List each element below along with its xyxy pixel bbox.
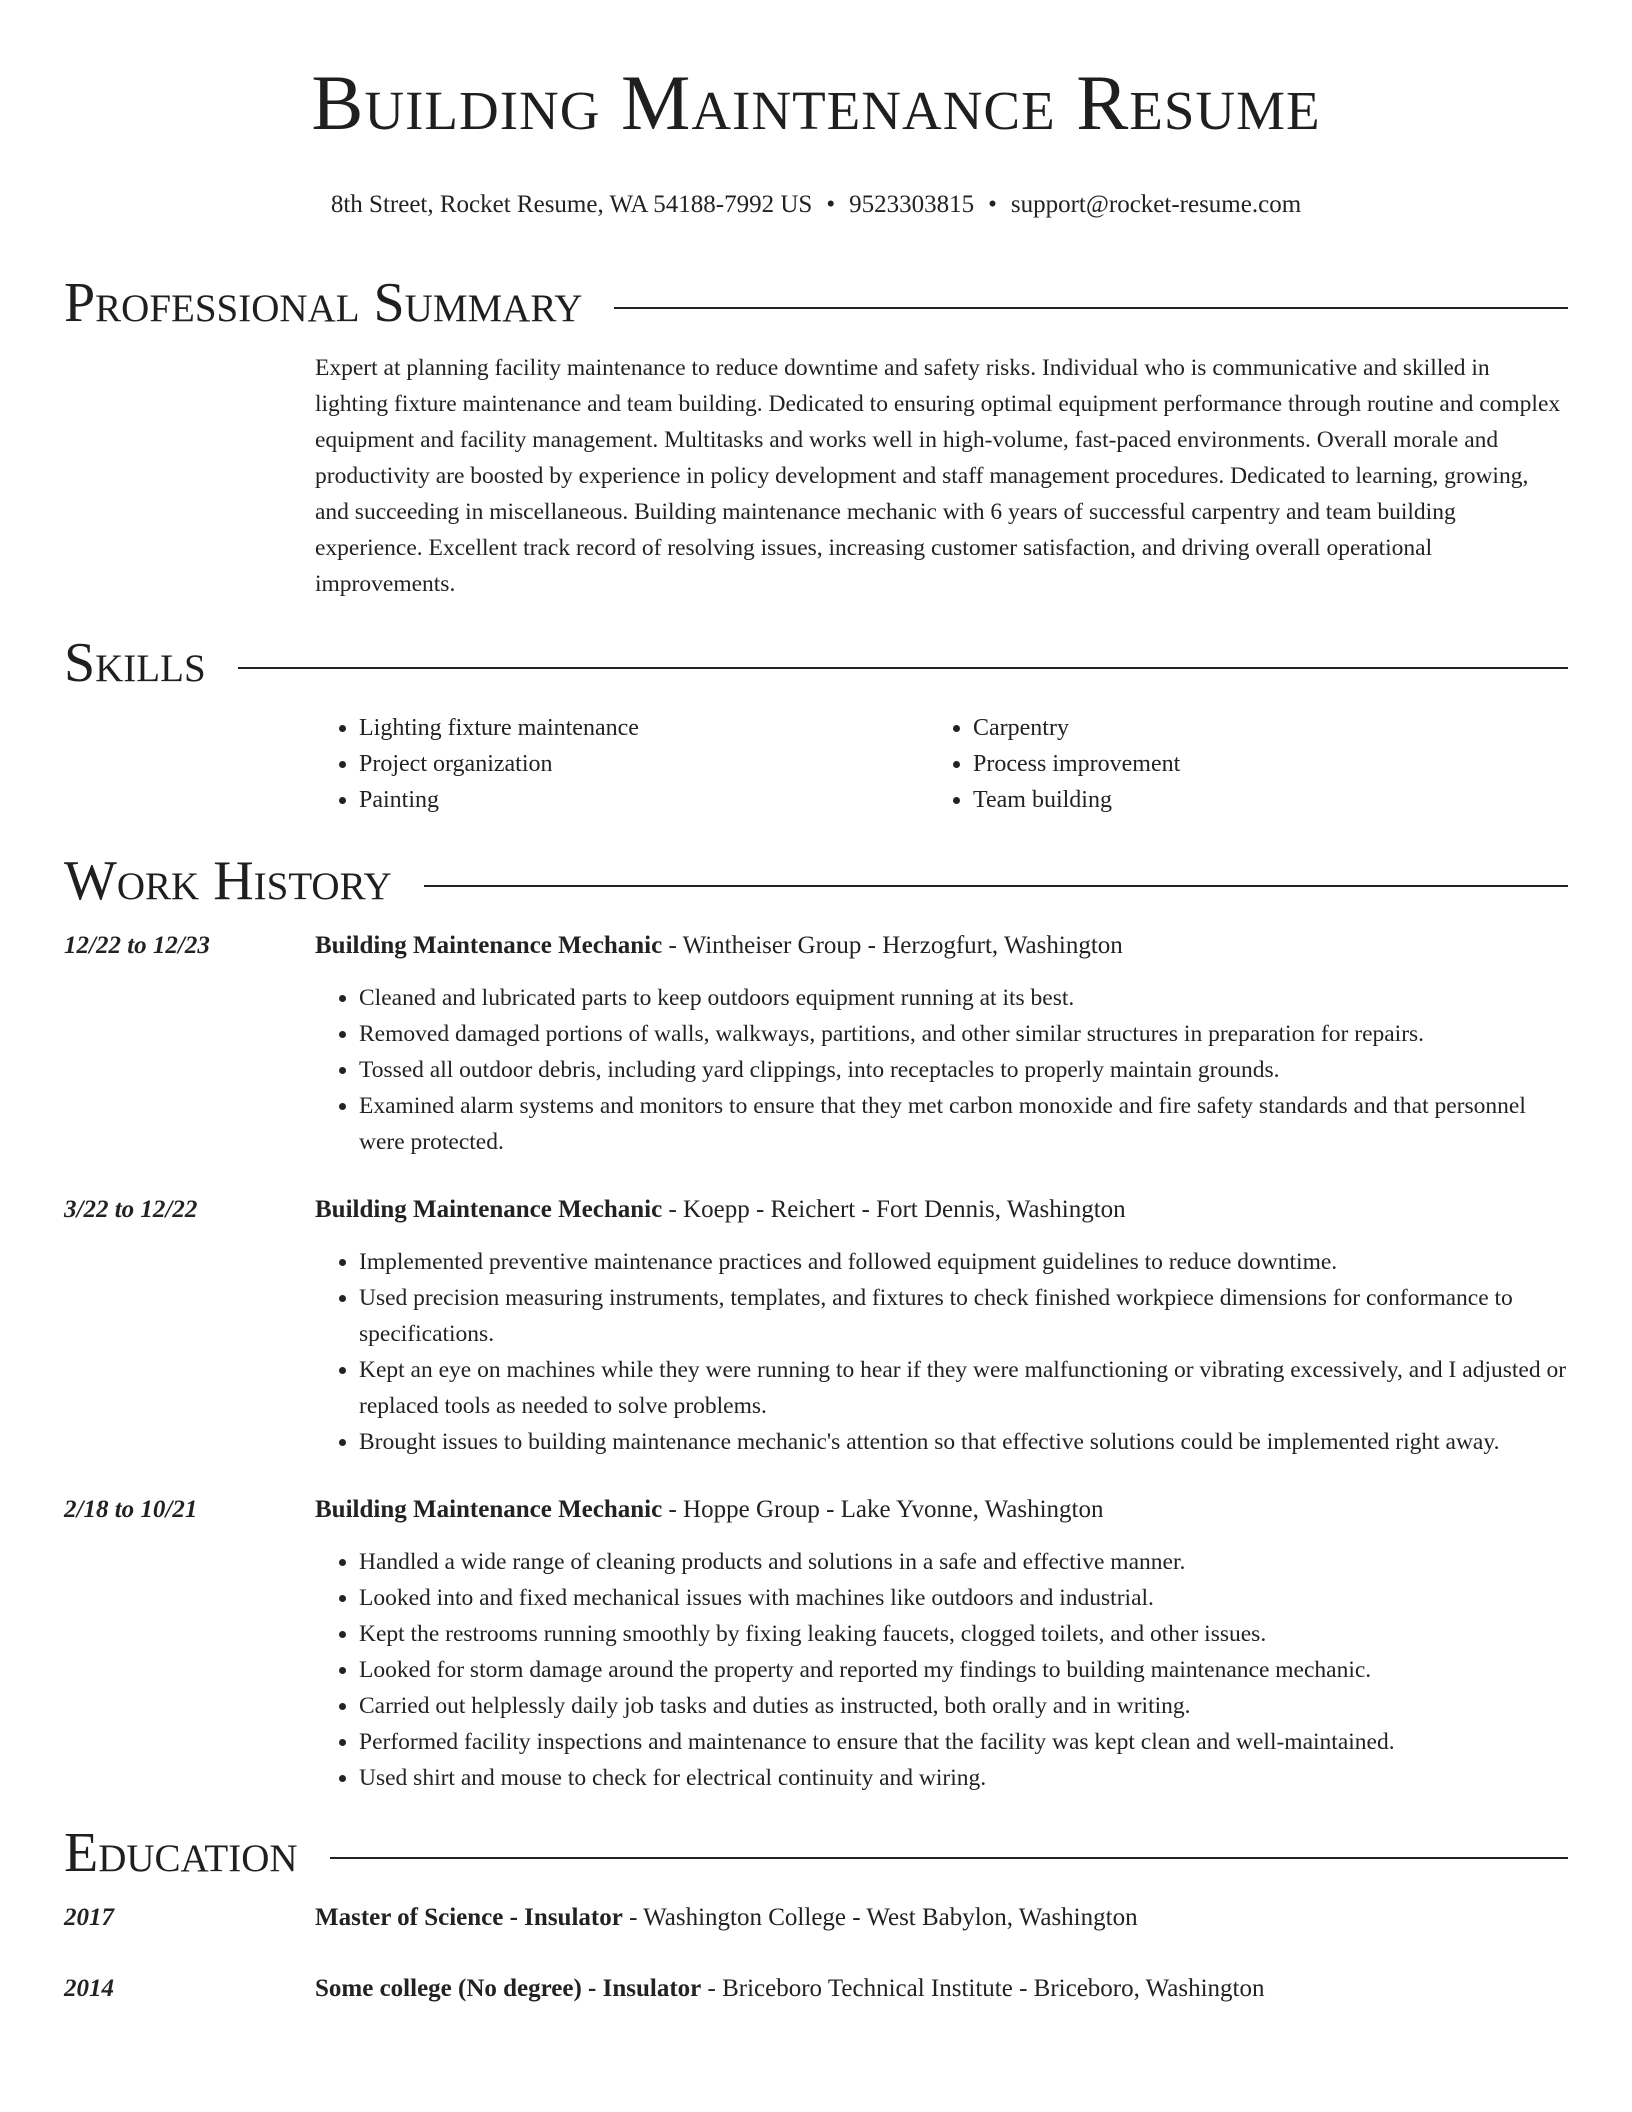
job-bullet: • Tossed all outdoor debris, including yard clippings, into receptacles to properly maintain grounds. xyxy=(359,1052,1568,1088)
education-entry xyxy=(64,1971,1568,2007)
job-bullet: • Carried out helplessly daily job tasks and duties as instructed, both orally and in writing. xyxy=(359,1688,1568,1724)
job-bullet: • Performed facility inspections and maintenance to ensure that the facility was kept clean and well-maintained. xyxy=(359,1724,1568,1760)
address: 8th Street, Rocket Resume, WA 54188-7992 US xyxy=(330,191,813,218)
education-degree: Some college (No degree) - Insulator xyxy=(315,1975,702,2002)
work-heading: Work History xyxy=(64,850,392,912)
summary-spacer xyxy=(64,350,315,602)
job-bullet: • Used shirt and mouse to check for electrical continuity and wiring. xyxy=(359,1760,1568,1796)
skills-list-left xyxy=(315,710,929,818)
skill-item: • Team building xyxy=(973,782,1543,818)
job-bullet: • Removed damaged portions of walls, walkways, partitions, and other similar structures in preparation for repairs. xyxy=(359,1016,1568,1052)
summary-section-header xyxy=(64,268,1568,338)
skills-spacer xyxy=(64,698,315,818)
work-section-header xyxy=(64,846,1568,916)
section-divider xyxy=(614,307,1568,309)
job-dates: 2/18 to 10/21 xyxy=(64,1496,198,1523)
skill-item: • Carpentry xyxy=(973,710,1543,746)
job-title-line xyxy=(315,1192,1568,1228)
contact-separator: • xyxy=(826,191,836,218)
skill-item: • Lighting fixture maintenance xyxy=(359,710,929,746)
skill-item: • Process improvement xyxy=(973,746,1543,782)
summary-row xyxy=(64,350,1568,602)
job-bullets xyxy=(315,980,1568,1160)
job-title-line xyxy=(315,1492,1568,1528)
job-bullet: • Kept the restrooms running smoothly by fixing leaking faucets, clogged toilets, and other issues. xyxy=(359,1616,1568,1652)
contact-line xyxy=(64,190,1568,220)
education-degree: Master of Science - Insulator xyxy=(315,1904,623,1931)
skills-columns xyxy=(315,710,1543,818)
job-dates: 12/22 to 12/23 xyxy=(64,932,210,959)
job-bullet: • Kept an eye on machines while they were running to hear if they were malfunctioning or vibrating excessively, and I adjusted or replaced tools as needed to solve problems. xyxy=(359,1352,1568,1424)
email: support@rocket-resume.com xyxy=(1010,191,1302,218)
contact-separator: • xyxy=(988,191,997,218)
job-body xyxy=(315,1192,1568,1460)
education-body xyxy=(315,1900,1568,1936)
job-dates: 3/22 to 12/22 xyxy=(64,1196,198,1223)
job-bullet: • Brought issues to building maintenance mechanic's attention so that effective solutions could be implemented right away. xyxy=(359,1424,1568,1460)
skills-heading: Skills xyxy=(64,632,206,694)
resume-title: Building Maintenance Resume xyxy=(311,59,1321,146)
phone: 9523303815 xyxy=(849,191,975,218)
skills-row xyxy=(64,698,1568,818)
section-divider xyxy=(424,885,1568,887)
job-employer: - Hoppe Group - Lake Yvonne, Washington xyxy=(662,1496,1104,1523)
job-bullet: • Used precision measuring instruments, templates, and fixtures to check finished workpiece dimensions for conformance to specifications. xyxy=(359,1280,1568,1352)
education-heading: Education xyxy=(64,1822,298,1884)
job-title: Building Maintenance Mechanic xyxy=(315,932,663,959)
education-body xyxy=(315,1971,1568,2007)
job-bullets xyxy=(315,1544,1568,1796)
job-bullet: • Implemented preventive maintenance practices and followed equipment guidelines to reduce downtime. xyxy=(359,1244,1568,1280)
section-divider xyxy=(330,1857,1568,1859)
job-bullet: • Looked for storm damage around the property and reported my findings to building maintenance mechanic. xyxy=(359,1652,1568,1688)
skill-item: • Project organization xyxy=(359,746,929,782)
job-bullet: • Cleaned and lubricated parts to keep outdoors equipment running at its best. xyxy=(359,980,1568,1016)
job-employer: - Wintheiser Group - Herzogfurt, Washington xyxy=(662,932,1123,959)
job-title: Building Maintenance Mechanic xyxy=(315,1496,663,1523)
education-year: 2014 xyxy=(64,1975,114,2002)
summary-heading: Professional Summary xyxy=(64,272,583,334)
skills-list-right xyxy=(929,710,1543,818)
job-bullet: • Examined alarm systems and monitors to ensure that they met carbon monoxide and fire safety standards and that personnel were protected. xyxy=(359,1088,1568,1160)
skill-item: • Painting xyxy=(359,782,929,818)
job-body xyxy=(315,928,1568,1160)
job-bullet: • Handled a wide range of cleaning products and solutions in a safe and effective manner. xyxy=(359,1544,1568,1580)
job-entry xyxy=(64,928,1568,1160)
job-entry xyxy=(64,1192,1568,1460)
job-body xyxy=(315,1492,1568,1796)
job-title: Building Maintenance Mechanic xyxy=(315,1196,663,1223)
job-employer: - Koepp - Reichert - Fort Dennis, Washington xyxy=(662,1196,1126,1223)
skills-section-header xyxy=(64,628,1568,698)
job-entry xyxy=(64,1492,1568,1796)
education-school: - Washington College - West Babylon, Washington xyxy=(622,1904,1138,1931)
education-school: - Briceboro Technical Institute - Briceboro, Washington xyxy=(701,1975,1265,2002)
education-entry xyxy=(64,1900,1568,1936)
job-bullets xyxy=(315,1244,1568,1460)
job-bullet: • Looked into and fixed mechanical issues with machines like outdoors and industrial. xyxy=(359,1580,1568,1616)
section-divider xyxy=(238,667,1568,669)
education-year: 2017 xyxy=(64,1904,114,1931)
job-title-line xyxy=(315,928,1568,964)
summary-text: Expert at planning facility maintenance to reduce downtime and safety risks. Individual who is communicative and skilled in lighting fixture maintenance and team building. Dedicated to ensuring optimal equipment performance through routine and complex equipment and facility management. Multitasks and works well in high-volume, fast-paced environments. Overall morale and productivity are boosted by experience in policy development and staff management procedures. Dedicated to learning, growing, and succeeding in miscellaneous. Building maintenance mechanic with 6 years of successful carpentry and team building experience. Excellent track record of resolving issues, increasing customer satisfaction, and driving overall operational improvements. xyxy=(315,355,1561,597)
education-section-header xyxy=(64,1818,1568,1888)
